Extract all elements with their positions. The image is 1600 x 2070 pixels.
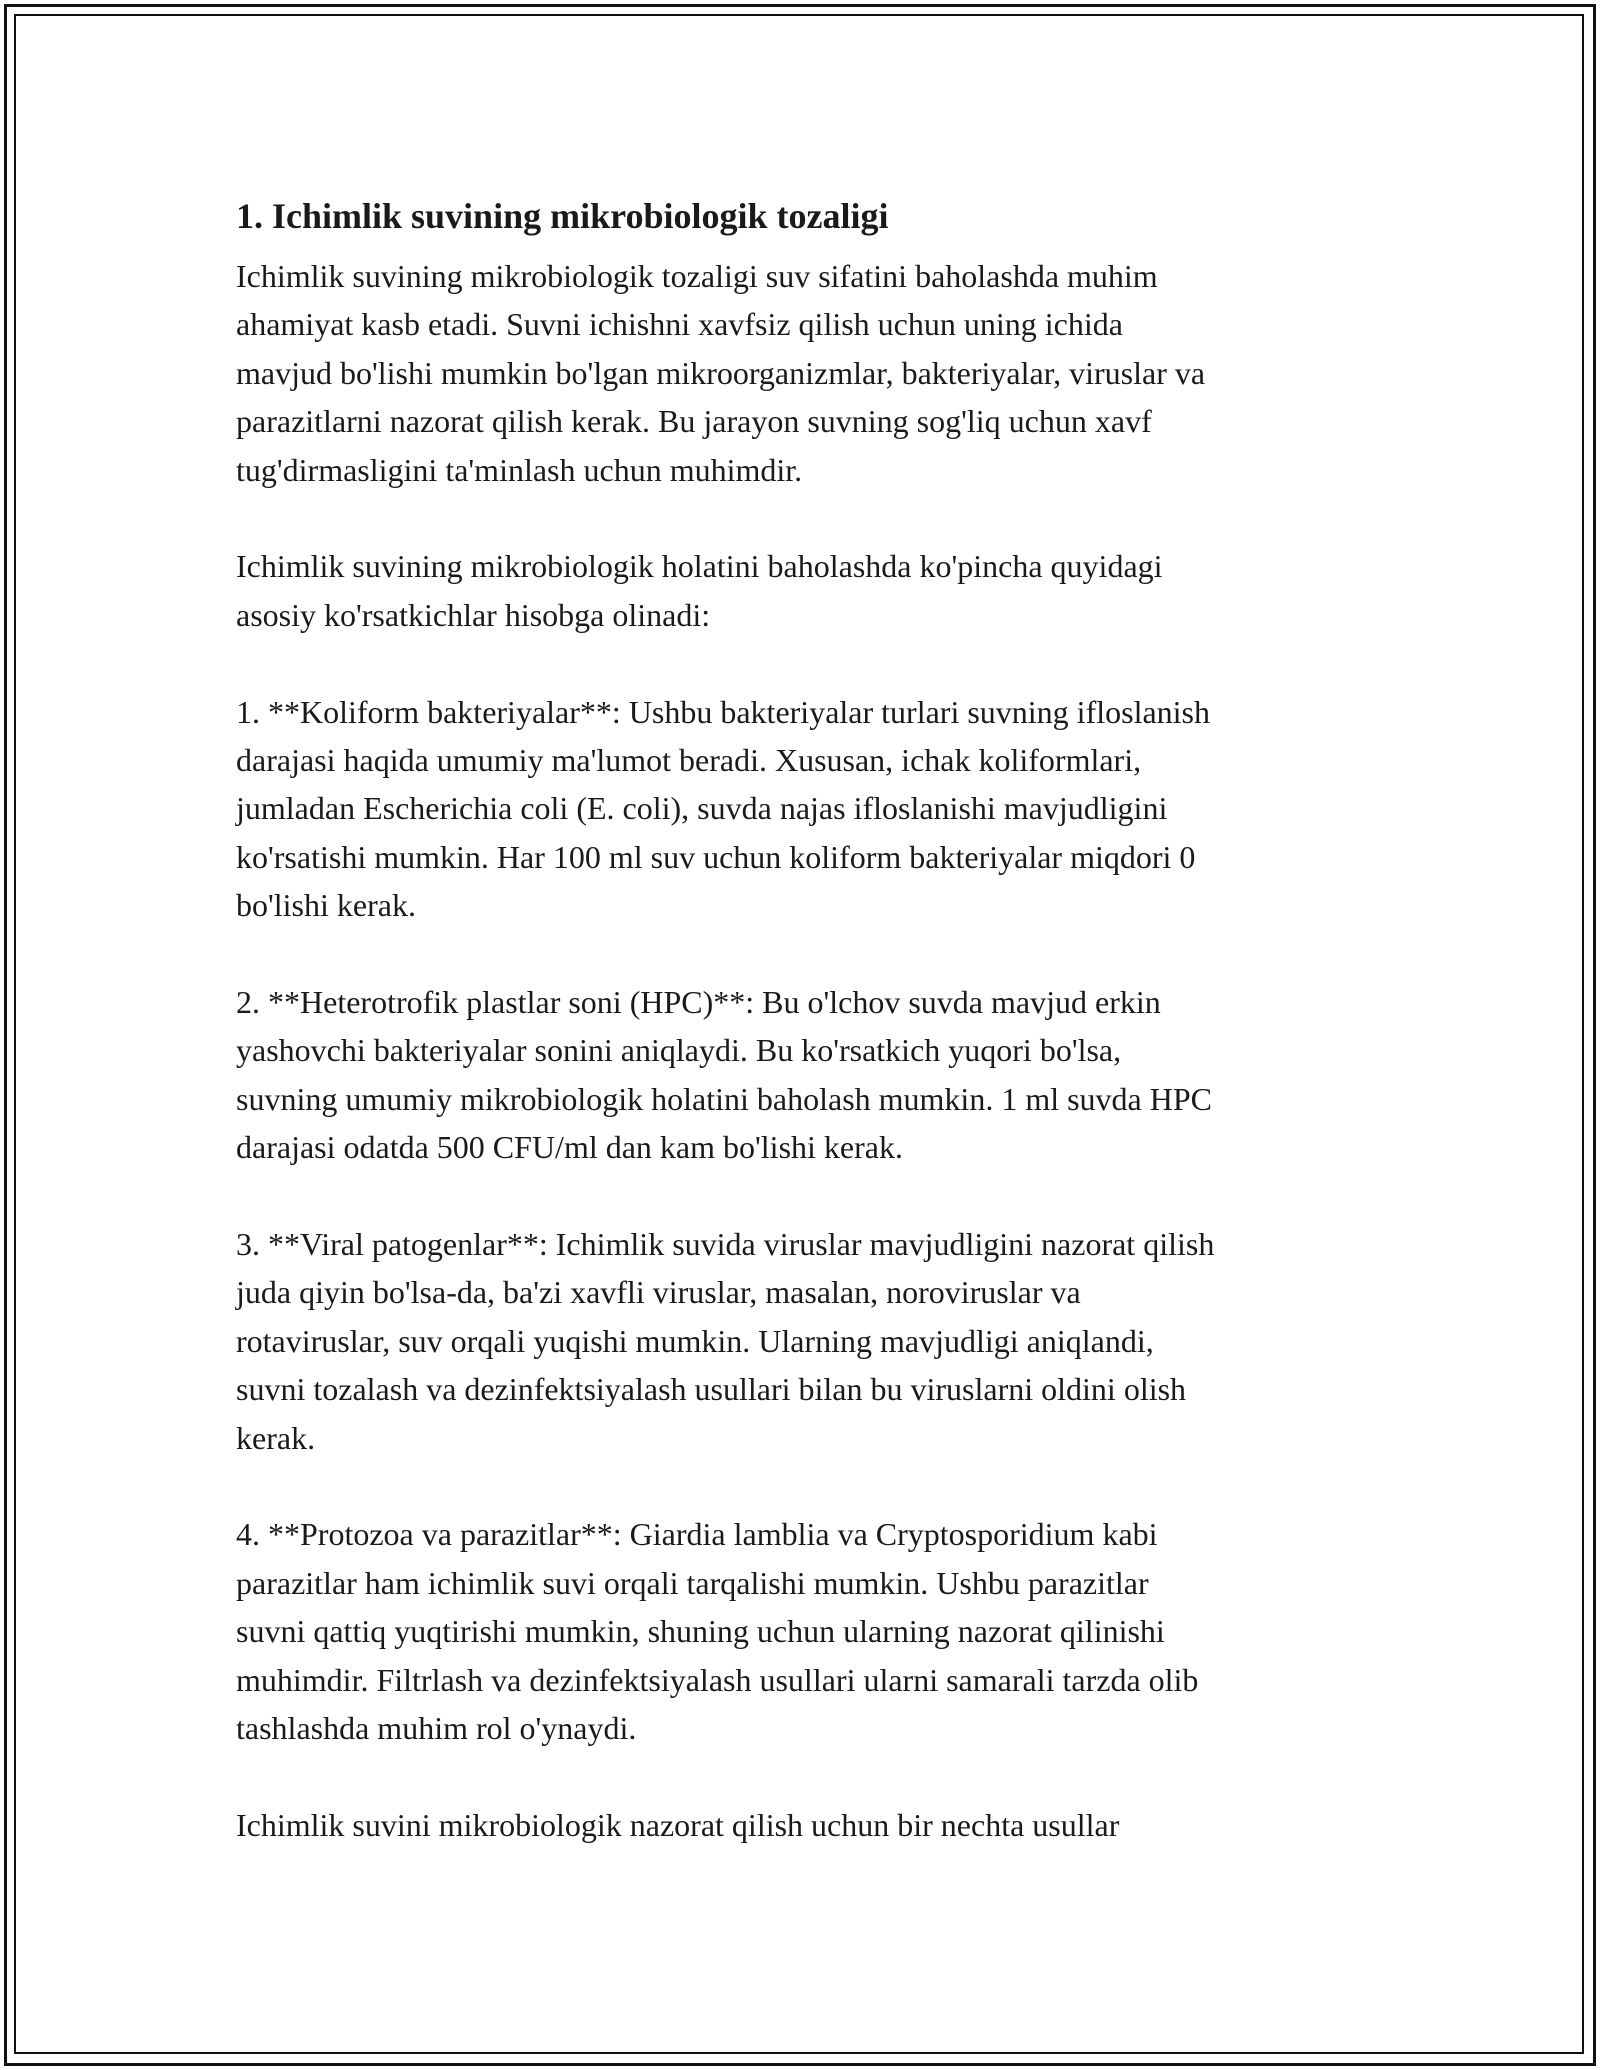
text-line: asosiy ko'rsatkichlar hisobga olinadi: — [236, 596, 711, 633]
text-line: yashovchi bakteriyalar sonini aniqlaydi. Bu ko'rsatkich yuqori bo'lsa, — [236, 1032, 1122, 1069]
text-line: tug'dirmasligini ta'minlash uchun muhimdir. — [236, 451, 803, 488]
text-line: jumladan Escherichia coli (E. coli), suvda najas ifloslanishi mavjudligini — [236, 790, 1168, 827]
text-line: ko'rsatishi mumkin. Har 100 ml suv uchun koliform bakteriyalar miqdori 0 — [236, 838, 1196, 875]
list-item-protozoa — [236, 1510, 1386, 1752]
text-line: kerak. — [236, 1419, 316, 1456]
document-title: 1. Ichimlik suvining mikrobiologik tozaligi — [236, 196, 889, 236]
text-line: suvni qattiq yuqtirishi mumkin, shuning uchun ularning nazorat qilinishi — [236, 1613, 1165, 1650]
text-line: parazitlar ham ichimlik suvi orqali tarqalishi mumkin. Ushbu parazitlar — [236, 1564, 1149, 1601]
text-line: 2. **Heterotrofik plastlar soni (HPC)**: Bu o'lchov suvda mavjud erkin — [236, 984, 1161, 1021]
text-line: 1. **Koliform bakteriyalar**: Ushbu bakteriyalar turlari suvning ifloslanish — [236, 693, 1210, 730]
text-line: suvning umumiy mikrobiologik holatini baholash mumkin. 1 ml suvda HPC — [236, 1080, 1212, 1117]
paragraph-methods — [236, 1801, 1386, 1849]
text-line: parazitlarni nazorat qilish kerak. Bu jarayon suvning sog'liq uchun xavf — [236, 403, 1152, 440]
list-item-coliform — [236, 688, 1386, 930]
text-line: suvni tozalash va dezinfektsiyalash usullari bilan bu viruslarni oldini olish — [236, 1371, 1187, 1408]
text-line: ahamiyat kasb etadi. Suvni ichishni xavfsiz qilish uchun uning ichida — [236, 306, 1123, 343]
text-line: muhimdir. Filtrlash va dezinfektsiyalash usullari ularni samarali tarzda olib — [236, 1661, 1199, 1698]
text-line: bo'lishi kerak. — [236, 887, 416, 924]
text-line: Ichimlik suvini mikrobiologik nazorat qilish uchun bir nechta usullar — [236, 1806, 1120, 1843]
list-item-hpc — [236, 978, 1386, 1172]
paragraph-indicators-intro — [236, 542, 1386, 639]
text-line: tashlashda muhim rol o'ynaydi. — [236, 1710, 637, 1747]
text-line: Ichimlik suvining mikrobiologik holatini baholashda ko'pincha quyidagi — [236, 548, 1163, 585]
text-line: darajasi haqida umumiy ma'lumot beradi. Xususan, ichak koliformlari, — [236, 742, 1142, 779]
document-page — [236, 186, 1386, 1898]
list-item-viral — [236, 1220, 1386, 1462]
text-line: 3. **Viral patogenlar**: Ichimlik suvida viruslar mavjudligini nazorat qilish — [236, 1226, 1215, 1263]
text-line: Ichimlik suvining mikrobiologik tozaligi suv sifatini baholashda muhim — [236, 258, 1158, 294]
text-line: mavjud bo'lishi mumkin bo'lgan mikroorganizmlar, bakteriyalar, viruslar va — [236, 354, 1206, 391]
text-line: darajasi odatda 500 CFU/ml dan kam bo'lishi kerak. — [236, 1129, 903, 1166]
text-line: 4. **Protozoa va parazitlar**: Giardia lamblia va Cryptosporidium kabi — [236, 1516, 1158, 1553]
text-line: juda qiyin bo'lsa-da, ba'zi xavfli viruslar, masalan, noroviruslar va — [236, 1274, 1081, 1311]
paragraph-intro — [236, 252, 1386, 494]
text-line: rotaviruslar, suv orqali yuqishi mumkin. Ularning mavjudligi aniqlandi, — [236, 1322, 1154, 1359]
